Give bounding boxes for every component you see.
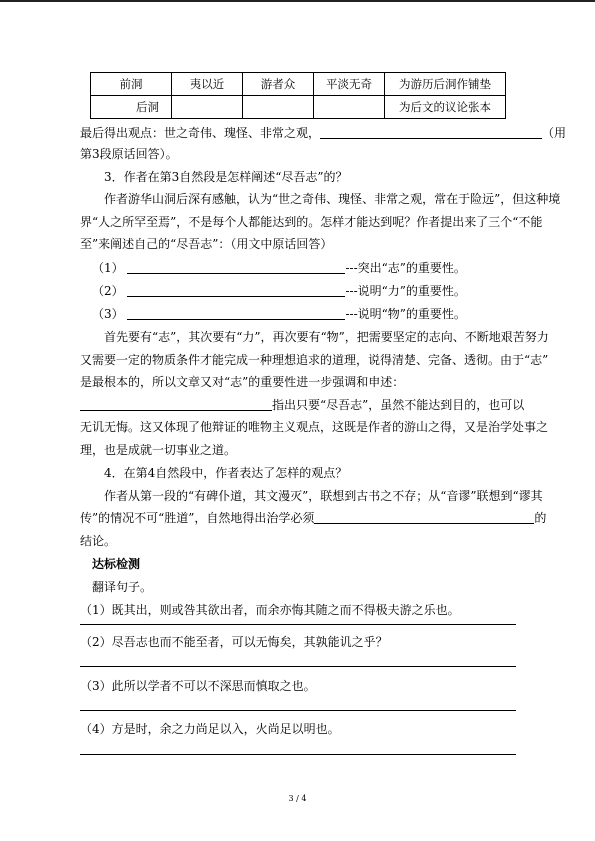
fill-item-2: （2） ---说明“力”的重要性。 xyxy=(92,284,466,298)
paragraph-line: 是最根本的，所以文章又对“志”的重要性进一步强调和申述： xyxy=(80,375,405,389)
paragraph-line: 无讥无悔。这又体现了他辩证的唯物主义观点，这既是作者的游山之得，又是治学处事之 xyxy=(80,420,549,434)
answer-blank[interactable] xyxy=(314,510,534,524)
table-cell: 后洞 xyxy=(91,96,172,119)
answer-blank[interactable] xyxy=(127,306,345,320)
question-3-title: 3．作者在第3自然段是怎样阐述“尽吾志”的？ xyxy=(104,170,348,184)
paragraph-line: 作者从第一段的“有碑仆道，其文漫灭”，联想到古书之不存；从“音谬”联想到“谬其 xyxy=(104,489,543,503)
paragraph-line: 结论。 xyxy=(80,534,117,548)
answer-blank[interactable] xyxy=(80,397,272,411)
answer-line[interactable] xyxy=(80,624,516,625)
conclusion-line: 最后得出观点：世之奇伟、瑰怪、非常之观， （用 xyxy=(80,126,567,140)
translate-item-4: （4）方是时，余之力尚足以入，火尚足以明也。 xyxy=(80,722,340,736)
page-top-border xyxy=(0,0,595,2)
table-row xyxy=(91,96,506,119)
table-cell: 夷以近 xyxy=(172,73,243,96)
fill-item-3: （3） ---说明“物”的重要性。 xyxy=(92,307,466,321)
paragraph-line: 传”的情况不可“胜道”，自然地得出治学必须 的 xyxy=(80,511,547,525)
table-cell: 为游历后洞作铺垫 xyxy=(385,73,506,96)
table-cell: 为后文的议论张本 xyxy=(385,96,506,119)
table-row xyxy=(91,73,506,96)
answer-line[interactable] xyxy=(80,754,516,755)
translate-item-3: （3）此所以学者不可以不深思而慎取之也。 xyxy=(80,679,316,693)
table-cell: 前洞 xyxy=(91,73,172,96)
paragraph-line: 首先要有“志”，其次要有“力”，再次要有“物”，把需要坚定的志向、不断地艰苦努力 xyxy=(104,330,549,344)
table-cell: 平淡无奇 xyxy=(314,73,385,96)
paragraph-line: 至”来阐述自己的“尽吾志”：（用文中原话回答） xyxy=(80,237,333,251)
page-number: 3 / 4 xyxy=(288,794,307,803)
answer-line[interactable] xyxy=(80,710,516,711)
comparison-table xyxy=(90,72,506,119)
question-4-title: 4．在第4自然段中，作者表达了怎样的观点？ xyxy=(104,466,348,480)
paragraph-line: 作者游华山洞后深有感触，认为“世之奇伟、瑰怪、非常之观，常在于险远”，但这种境 xyxy=(104,192,561,206)
answer-line[interactable] xyxy=(80,666,516,667)
answer-blank[interactable] xyxy=(320,125,542,139)
paragraph-line: 理，也是成就一切事业之道。 xyxy=(80,443,237,457)
table-cell: 游者众 xyxy=(243,73,314,96)
instruction: 翻译句子。 xyxy=(92,580,153,594)
paragraph-line: 界“人之所罕至焉”，不是每个人都能达到的。怎样才能达到呢？作者提出来了三个“不能 xyxy=(80,215,543,229)
fill-item-1: （1） ---突出“志”的重要性。 xyxy=(92,261,466,275)
answer-blank[interactable] xyxy=(127,260,345,274)
paragraph-line: 又需要一定的物质条件才能完成一种理想追求的道理，说得清楚、完备、透彻。由于“志” xyxy=(80,353,549,367)
answer-blank[interactable] xyxy=(127,283,345,297)
conclusion-line-2: 第3段原话回答）。 xyxy=(80,147,178,161)
table-cell xyxy=(314,96,385,119)
translate-item-1: （1）既其出，则或咎其欲出者，而余亦悔其随之而不得极夫游之乐也。 xyxy=(80,603,460,617)
table-cell xyxy=(243,96,314,119)
table-cell xyxy=(172,96,243,119)
section-title: 达标检测 xyxy=(92,557,141,571)
translate-item-2: （2）尽吾志也而不能至者，可以无悔矣，其孰能讥之乎？ xyxy=(80,635,388,649)
paragraph-line: 指出只要“尽吾志”，虽然不能达到目的，也可以 xyxy=(80,397,524,413)
